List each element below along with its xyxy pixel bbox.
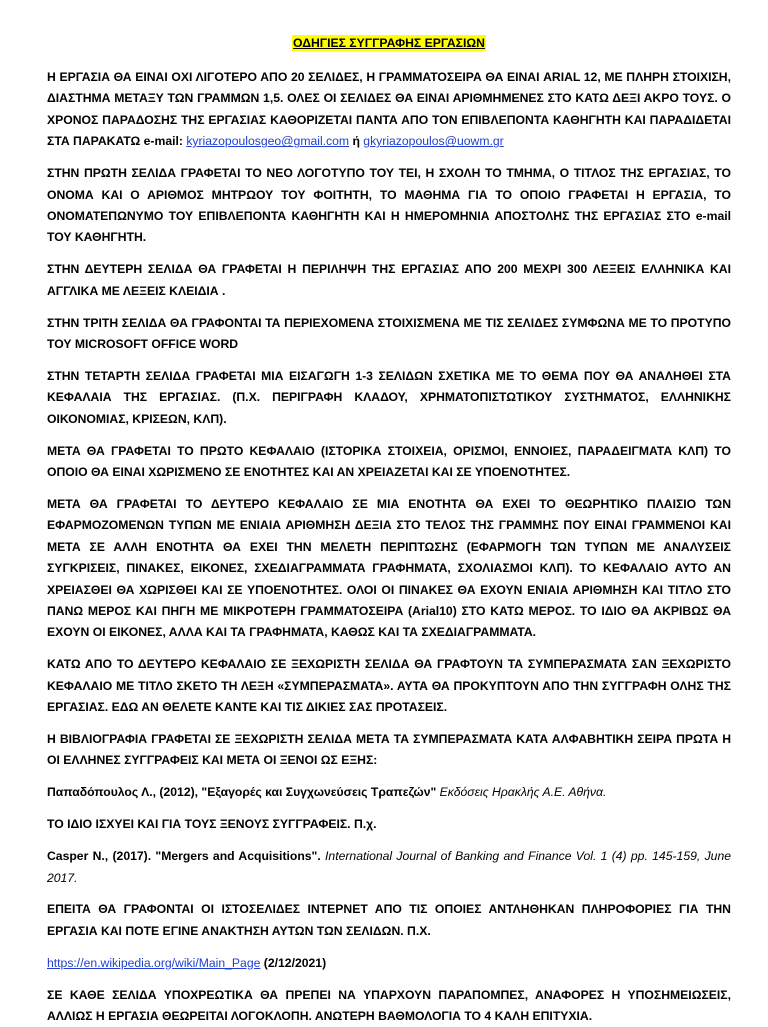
title-block — [47, 34, 731, 52]
paragraph-bibliography: Η ΒΙΒΛΙΟΓΡΑΦΙΑ ΓΡΑΦΕΤΑΙ ΣΕ ΞΕΧΩΡΙΣΤΗ ΣΕΛΙΔΑ ΜΕΤΑ ΤΑ ΣΥΜΠΕΡΑΣΜΑΤΑ ΚΑΤΑ ΑΛΦΑΒΗΤΙΚΗ ΣΕΙΡΑ ΠΡΩΤΑ Η ΟΙ ΕΛΛΗΝΕΣ ΣΥΓΓΡΑΦΕΙΣ ΚΑΙ ΜΕΤΑ ΟΙ ΞΕΝΟΙ ΩΣ ΕΞΗΣ: — [47, 731, 731, 768]
reference-foreign-example — [47, 846, 731, 889]
email-connector: ή — [349, 134, 364, 149]
paragraph-first-page: ΣΤΗΝ ΠΡΩΤΗ ΣΕΛΙΔΑ ΓΡΑΦΕΤΑΙ ΤΟ ΝΕΟ ΛΟΓΟΤΥΠΟ ΤΟΥ ΤΕΙ, Η ΣΧΟΛΗ ΤΟ ΤΜΗΜΑ, Ο ΤΙΤΛΟΣ ΤΗΣ ΕΡΓΑΣΙΑΣ, ΤΟ ΟΝΟΜΑ ΚΑΙ Ο ΑΡΙΘΜΟΣ ΜΗΤΡΩΟΥ ΤΟΥ ΦΟΙΤΗΤΗ, ΤΟ ΜΑΘΗΜΑ ΓΙΑ ΤΟ ΟΠΟΙΟ ΓΡΑΦΕΤΑΙ Η ΕΡΓΑΣΙΑ, ΤΟ ΟΝΟΜΑΤΕΠΩΝΥΜΟ ΤΟΥ ΕΠΙΒΛΕΠΟΝΤΑ ΚΑΘΗΓΗΤΗ ΚΑΙ Η ΗΜΕΡΟΜΗΝΙΑ ΑΠΟΣΤΟΛΗΣ ΤΗΣ ΕΡΓΑΣΙΑΣ ΣΤΟ e-mail ΤΟΥ ΚΑΘΗΓΗΤΗ. — [47, 166, 731, 245]
reference-greek-example — [47, 782, 731, 803]
document-title: ΟΔΗΓΙΕΣ ΣΥΓΓΡΑΦΗΣ ΕΡΓΑΣΙΩΝ — [293, 36, 485, 50]
paragraph-conclusions: ΚΑΤΩ ΑΠΟ ΤΟ ΔΕΥΤΕΡΟ ΚΕΦΑΛΑΙΟ ΣΕ ΞΕΧΩΡΙΣΤΗ ΣΕΛΙΔΑ ΘΑ ΓΡΑΦΤΟΥΝ ΤΑ ΣΥΜΠΕΡΑΣΜΑΤΑ ΣΑΝ ΞΕΧΩΡΙΣΤΟ ΚΕΦΑΛΑΙΟ ΜΕ ΤΙΤΛΟ ΣΚΕΤΟ ΤΗ ΛΕΞΗ «ΣΥΜΠΕΡΑΣΜΑΤΑ». ΑΥΤΑ ΘΑ ΠΡΟΚΥΠΤΟΥΝ ΑΠΟ ΤΗΝ ΣΥΓΓΡΑΦΗ ΟΛΗΣ ΤΗΣ ΕΡΓΑΣΙΑΣ. ΕΔΩ ΑΝ ΘΕΛΕΤΕ ΚΑΝΤΕ ΚΑΙ ΤΙΣ ΔΙΚΙΕΣ ΣΑΣ ΠΡΟΤΑΣΕΙΣ. — [47, 657, 731, 715]
reference-publisher: Εκδόσεις Ηρακλής Α.Ε. Αθήνα. — [436, 785, 607, 800]
paragraph-general-requirements — [47, 67, 731, 153]
paragraph-websites: ΕΠΕΙΤΑ ΘΑ ΓΡΑΦΟΝΤΑΙ ΟΙ ΙΣΤΟΣΕΛΙΔΕΣ ΙΝΤΕΡΝΕΤ ΑΠΟ ΤΙΣ ΟΠΟΙΕΣ ΑΝΤΛΗΘΗΚΑΝ ΠΛΗΡΟΦΟΡΙΕΣ ΓΙΑ ΤΗΝ ΕΡΓΑΣΙΑ ΚΑΙ ΠΟΤΕ ΕΓΙΝΕ ΑΝΑΚΤΗΣΗ ΑΥΤΩΝ ΤΩΝ ΣΕΛΙΔΩΝ. Π.Χ. — [47, 902, 731, 938]
reference-main: Casper N., (2017). "Mergers and Acquisitions". — [47, 849, 326, 864]
paragraph-citations: ΣΕ ΚΑΘΕ ΣΕΛΙΔΑ ΥΠΟΧΡΕΩΤΙΚΑ ΘΑ ΠΡΕΠΕΙ ΝΑ ΥΠΑΡΧΟΥΝ ΠΑΡΑΠΟΜΠΕΣ, ΑΝΑΦΟΡΕΣ Η ΥΠΟΣΗΜΕΙΩΣΕΙΣ, ΑΛΛΙΩΣ Η ΕΡΓΑΣΙΑ ΘΕΩΡΕΙΤΑΙ ΛΟΓΟΚΛΟΠΗ. ΑΝΩΤΕΡΗ ΒΑΘΜΟΛΟΓΙΑ ΤΟ 4 ΚΑΛΗ ΕΠΙΤΥΧΙΑ. — [47, 987, 731, 1024]
access-date: (2/12/2021) — [260, 955, 327, 970]
reference-journal: International Journal of Banking and Finance Vol. 1 (4) pp. 145-159, June 2017. — [47, 849, 731, 885]
paragraph-second-chapter: ΜΕΤΑ ΘΑ ΓΡΑΦΕΤΑΙ ΤΟ ΔΕΥΤΕΡΟ ΚΕΦΑΛΑΙΟ ΣΕ ΜΙΑ ΕΝΟΤΗΤΑ ΘΑ ΕΧΕΙ ΤΟ ΘΕΩΡΗΤΙΚΟ ΠΛΑΙΣΙΟ ΤΩΝ ΕΦΑΡΜΟΖΟΜΕΝΩΝ ΤΥΠΩΝ ΜΕ ΕΝΙΑΙΑ ΑΡΙΘΜΗΣΗ ΔΕΞΙΑ ΣΤΟ ΤΕΛΟΣ ΤΗΣ ΓΡΑΜΜΗΣ ΠΟΥ ΕΙΝΑΙ ΓΡΑΜΜΕΝΟΙ ΚΑΙ ΜΕΤΑ ΣΕ ΑΛΛΗ ΕΝΟΤΗΤΑ ΘΑ ΕΧΕΙ ΤΗΝ ΜΕΛΕΤΗ ΠΕΡΙΠΤΩΣΗΣ (ΕΦΑΡΜΟΓΗ ΤΩΝ ΤΥΠΩΝ ΜΕ ΑΝΑΛΥΣΕΙΣ ΣΥΓΚΡΙΣΕΙΣ, ΠΙΝΑΚΕΣ, ΕΙΚΟΝΕΣ, ΣΧΕΔΙΑΓΡΑΜΜΑΤΑ ΓΡΑΦΗΜΑΤΑ, ΣΧΟΛΙΑΣΜΟΙ ΚΛΠ). ΤΟ ΚΕΦΑΛΑΙΟ ΑΥΤΟ ΑΝ ΧΡΕΙΑΣΘΕΙ ΘΑ ΧΩΡΙΣΘΕΙ ΚΑΙ ΣΕ ΥΠΟΕΝΟΤΗΤΕΣ. ΟΛΟΙ ΟΙ ΠΙΝΑΚΕΣ ΘΑ ΕΧΟΥΝ ΕΝΙΑΙΑ ΑΡΙΘΜΗΣΗ ΚΑΙ ΤΙΤΛΟ ΣΤΟ ΠΑΝΩ ΜΕΡΟΣ ΚΑΙ ΠΗΓΗ ΜΕ ΜΙΚΡΟΤΕΡΗ ΓΡΑΜΜΑΤΟΣΕΙΡΑ (Arial10) ΣΤΟ ΚΑΤΩ ΜΕΡΟΣ. ΤΟ ΙΔΙΟ ΘΑ ΑΚΡΙΒΩΣ ΘΑ ΕΧΟΥΝ ΟΙ ΕΙΚΟΝΕΣ, ΑΛΛΑ ΚΑΙ ΤΑ ΓΡΑΦΗΜΑΤΑ, ΚΑΘΩΣ ΚΑΙ ΤΑ ΣΧΕΔΙΑΓΡΑΜΜΑΤΑ. — [47, 496, 731, 640]
paragraph-fourth-page: ΣΤΗΝ ΤΕΤΑΡΤΗ ΣΕΛΙΔΑ ΓΡΑΦΕΤΑΙ ΜΙΑ ΕΙΣΑΓΩΓΗ 1-3 ΣΕΛΙΔΩΝ ΣΧΕΤΙΚΑ ΜΕ ΤΟ ΘΕΜΑ ΠΟΥ ΘΑ ΑΝΑΛΗΘΕΙ ΣΤΑ ΚΕΦΑΛΑΙΑ ΤΗΣ ΕΡΓΑΣΙΑΣ. (Π.Χ. ΠΕΡΙΓΡΑΦΗ ΚΛΑΔΟΥ, ΧΡΗΜΑΤΟΠΙΣΤΩΤΙΚΟΥ ΣΥΣΤΗΜΑΤΟΣ, ΕΛΛΗΝΙΚΗΣ ΟΙΚΟΝΟΜΙΑΣ, ΚΡΙΣΕΩΝ, ΚΛΠ). — [47, 368, 731, 426]
paragraph-text: Η ΕΡΓΑΣΙΑ ΘΑ ΕΙΝΑΙ ΟΧΙ ΛΙΓΟΤΕΡΟ ΑΠΟ 20 ΣΕΛΙΔΕΣ, Η ΓΡΑΜΜΑΤΟΣΕΙΡΑ ΘΑ ΕΙΝΑΙ ARIAL 12, ΜΕ ΠΛΗΡΗ ΣΤΟΙΧΙΣΗ, ΔΙΑΣΤΗΜΑ ΜΕΤΑΞΥ ΤΩΝ ΓΡΑΜΜΩΝ 1,5. ΟΛΕΣ ΟΙ ΣΕΛΙΔΕΣ ΘΑ ΕΙΝΑΙ ΑΡΙΘΜΗΜΕΝΕΣ ΣΤΟ ΚΑΤΩ ΔΕΞΙ ΑΚΡΟ ΤΟΥΣ. Ο ΧΡΟΝΟΣ ΠΑΡΑΔΟΣΗΣ ΤΗΣ ΕΡΓΑΣΙΑΣ ΚΑΘΟΡΙΖΕΤΑΙ ΠΑΝΤΑ ΑΠΟ ΤΟΝ ΕΠΙΒΛΕΠΟΝΤΑ ΚΑΘΗΓΗΤΗ ΚΑΙ ΠΑΡΑΔΙΔΕΤΑΙ ΣΤΑ ΠΑΡΑΚΑΤΩ e-mail: — [47, 70, 731, 149]
paragraph-first-chapter: ΜΕΤΑ ΘΑ ΓΡΑΦΕΤΑΙ ΤΟ ΠΡΩΤΟ ΚΕΦΑΛΑΙΟ (ΙΣΤΟΡΙΚΑ ΣΤΟΙΧΕΙΑ, ΟΡΙΣΜΟΙ, ΕΝΝΟΙΕΣ, ΠΑΡΑΔΕΙΓΜΑΤΑ ΚΛΠ) ΤΟ ΟΠΟΙΟ ΘΑ ΕΙΝΑΙ ΧΩΡΙΣΜΕΝΟ ΣΕ ΕΝΟΤΗΤΕΣ ΚΑΙ ΑΝ ΧΡΕΙΑΖΕΤΑΙ ΚΑΙ ΣΕ ΥΠΟΕΝΟΤΗΤΕΣ. — [47, 443, 731, 479]
paragraph-third-page: ΣΤΗΝ ΤΡΙΤΗ ΣΕΛΙΔΑ ΘΑ ΓΡΑΦΟΝΤΑΙ ΤΑ ΠΕΡΙΕΧΟΜΕΝΑ ΣΤΟΙΧΙΣΜΕΝΑ ΜΕ ΤΙΣ ΣΕΛΙΔΕΣ ΣΥΜΦΩΝΑ ΜΕ ΤΟ ΠΡΟΤΥΠΟ ΤΟΥ MICROSOFT OFFICE WORD — [47, 315, 731, 351]
paragraph-second-page: ΣΤΗΝ ΔΕΥΤΕΡΗ ΣΕΛΙΔΑ ΘΑ ΓΡΑΦΕΤΑΙ Η ΠΕΡΙΛΗΨΗ ΤΗΣ ΕΡΓΑΣΙΑΣ ΑΠΟ 200 ΜΕΧΡΙ 300 ΛΕΞΕΙΣ ΕΛΛΗΝΙΚΑ ΚΑΙ ΑΓΓΛΙΚΑ ΜΕ ΛΕΞΕΙΣ ΚΛΕΙΔΙΑ . — [47, 262, 731, 298]
wikipedia-link[interactable]: https://en.wikipedia.org/wiki/Main_Page — [47, 955, 261, 970]
paragraph-foreign-authors: ΤΟ ΙΔΙΟ ΙΣΧΥΕΙ ΚΑΙ ΓΙΑ ΤΟΥΣ ΞΕΝΟΥΣ ΣΥΓΓΡΑΦΕΙΣ. Π.χ. — [47, 817, 377, 832]
web-reference — [47, 953, 731, 974]
reference-main: Παπαδόπουλος Λ., (2012), "Εξαγορές και Συγχωνεύσεις Τραπεζών" — [47, 785, 437, 800]
email-link-secondary[interactable]: gkyriazopoulos@uowm.gr — [363, 134, 504, 149]
email-link-primary[interactable]: kyriazopoulosgeo@gmail.com — [186, 134, 350, 149]
